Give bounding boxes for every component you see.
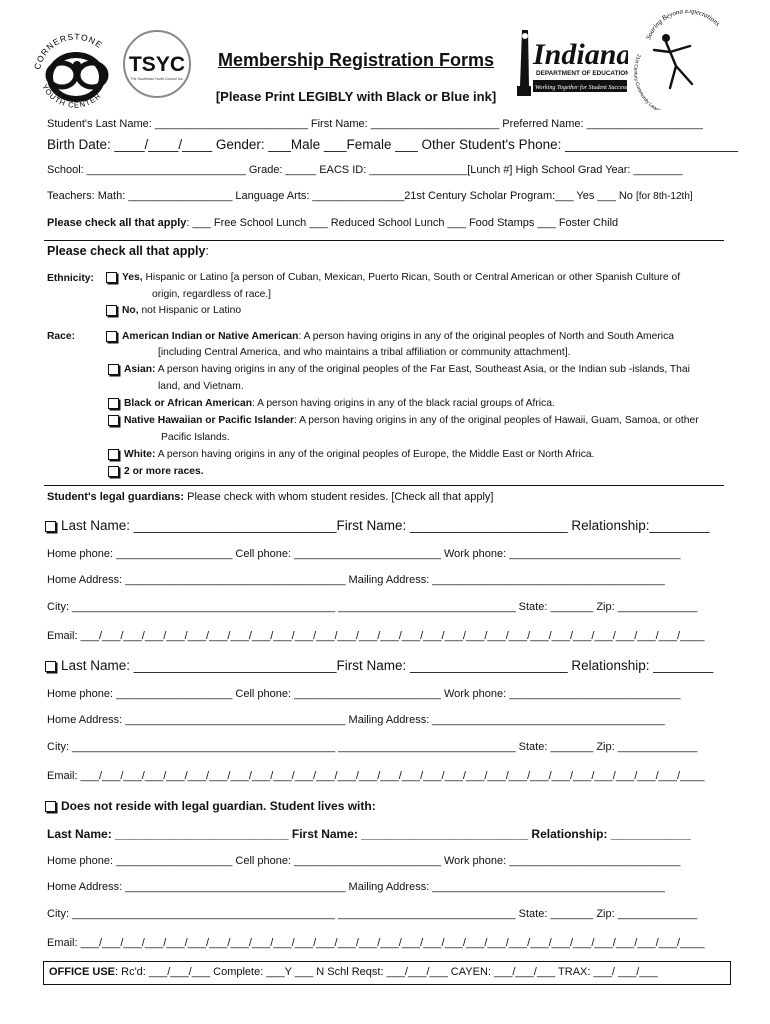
checkbox-icon[interactable]: [108, 398, 119, 409]
indiana-name: Indiana: [533, 38, 628, 71]
indiana-tagline: Working Together for Student Success: [535, 85, 628, 91]
tsyc-subtitle: The Southeast Youth Council Inc.: [130, 77, 184, 81]
student-teachers-line[interactable]: [47, 190, 693, 202]
option-description: : A person having origins in any of the black racial groups of Africa.: [252, 398, 555, 410]
clc-motto: Soaring Beyond Expectations: [644, 10, 722, 41]
office-use-box: [43, 961, 731, 985]
guardian-2-name-line[interactable]: [45, 658, 713, 673]
option-name: Asian:: [124, 364, 156, 376]
guardian-1-phones[interactable]: Home phone: ___________________ Cell phone: ________________________ Work phone: ____________________________: [47, 548, 681, 560]
checkbox-icon[interactable]: [45, 661, 56, 672]
tsyc-mark: TSYC: [128, 53, 186, 76]
guardians-intro-text: Please check with whom student resides. [Check all that apply]: [184, 491, 494, 503]
non-guardian-phones[interactable]: Home phone: ___________________ Cell phone: ________________________ Work phone: ____________________________: [47, 855, 681, 867]
race-option-asian[interactable]: [108, 364, 690, 375]
guardian-2-phones[interactable]: Home phone: ___________________ Cell phone: ________________________ Work phone: ____________________________: [47, 688, 681, 700]
office-use-fields: : Rc'd: ___/___/___ Complete: ___Y ___ N Schl Reqst: ___/___/___ CAYEN: ___/___/___ TRAX: ___/ ___/___: [115, 966, 658, 978]
teachers-fields: Teachers: Math: _________________ Language Arts: _______________21st Century Scholar Program:___ Yes ___ No: [47, 190, 633, 202]
guardian-2-address[interactable]: Home Address: ____________________________________ Mailing Address: ______________________________________: [47, 714, 665, 726]
option-description: : A person having origins in any of the original peoples of North and South America: [298, 331, 674, 343]
page-title: Membership Registration Forms: [217, 50, 495, 70]
non-guardian-email[interactable]: Email: ___/___/___/___/___/___/___/___/___/___/___/___/___/___/___/___/___/___/___/___/___/___/___/___/___/___/___/___/____: [47, 937, 705, 949]
option-continuation: [including Central America, and who maintains a tribal affiliation or community attachment].: [158, 347, 571, 358]
checkbox-icon[interactable]: [108, 415, 119, 426]
non-guardian-heading[interactable]: [45, 799, 376, 813]
demographics-heading-colon: :: [205, 244, 209, 258]
guardians-intro-label: Student's legal guardians:: [47, 491, 185, 503]
guardian-name-fields: Last Name: ___________________________First Name: _____________________ Relationship: ________: [61, 658, 714, 673]
student-birth-gender-line[interactable]: Birth Date: ____/____/____ Gender: ___Male ___Female ___ Other Student's Phone: _______________________: [47, 137, 738, 152]
office-use-label: OFFICE USE: [49, 966, 116, 978]
student-assistance-line[interactable]: [47, 217, 618, 229]
guardian-name-fields: Last Name: ___________________________First Name: _____________________ Relationship:________: [61, 518, 710, 533]
option-continuation: Pacific Islands.: [161, 432, 230, 443]
checkbox-icon[interactable]: [106, 331, 117, 342]
checkbox-icon[interactable]: [45, 521, 56, 532]
guardian-1-city[interactable]: City: ___________________________________________ _____________________________ State: _______ Zip: _____________: [47, 601, 698, 613]
option-name: American Indian or Native American: [122, 331, 299, 343]
race-option-american-indian[interactable]: [106, 331, 674, 342]
guardian-1-address[interactable]: Home Address: ____________________________________ Mailing Address: ______________________________________: [47, 574, 665, 586]
option-name: No,: [122, 305, 139, 317]
non-guardian-address[interactable]: Home Address: ____________________________________ Mailing Address: ______________________________________: [47, 881, 665, 893]
option-name: White:: [124, 449, 156, 461]
non-guardian-heading-text: Does not reside with legal guardian. Student lives with:: [61, 799, 376, 813]
checkbox-icon[interactable]: [108, 364, 119, 375]
option-description: A person having origins in any of the original peoples of Europe, the Middle East or North Africa.: [155, 449, 595, 461]
race-option-white[interactable]: [108, 449, 595, 460]
checkbox-icon[interactable]: [108, 466, 119, 477]
checkbox-icon[interactable]: [106, 272, 117, 283]
checkbox-icon[interactable]: [45, 801, 56, 812]
option-name: Black or African American: [124, 398, 252, 410]
assistance-label: Please check all that apply: [47, 217, 187, 229]
guardian-2-email[interactable]: Email: ___/___/___/___/___/___/___/___/___/___/___/___/___/___/___/___/___/___/___/___/___/___/___/___/___/___/___/___/____: [47, 770, 705, 782]
student-name-line[interactable]: Student's Last Name: _________________________ First Name: _____________________ Preferred Name: ___________________: [47, 118, 703, 130]
page-subtitle: [Please Print LEGIBLY with Black or Blue ink]: [215, 89, 497, 104]
guardian-1-email[interactable]: Email: ___/___/___/___/___/___/___/___/___/___/___/___/___/___/___/___/___/___/___/___/___/___/___/___/___/___/___/___/____: [47, 630, 705, 642]
race-option-multiple[interactable]: [108, 466, 204, 477]
ethnicity-option-hispanic[interactable]: [106, 272, 680, 283]
race-option-pacific-islander[interactable]: [108, 415, 699, 426]
option-continuation: origin, regardless of race.]: [152, 289, 272, 300]
cornerstone-subname: YOUTH CENTER: [40, 82, 103, 110]
scholar-note: [for 8th-12th]: [635, 191, 693, 202]
student-school-line[interactable]: School: __________________________ Grade: _____ EACS ID: ________________[Lunch #] High School Grad Year: ________: [47, 164, 683, 176]
option-description: not Hispanic or Latino: [138, 305, 242, 317]
indiana-department: DEPARTMENT OF EDUCATION: [536, 70, 628, 77]
race-label: Race:: [47, 331, 76, 342]
option-name: 2 or more races.: [124, 466, 204, 478]
section-divider: [44, 485, 724, 486]
guardians-intro: [47, 491, 493, 503]
checkbox-icon[interactable]: [106, 305, 117, 316]
option-description: : A person having origins in any of the original peoples of Hawaii, Guam, Samoa, or other: [293, 415, 699, 427]
clc-name: 21st Century Community Lear: [632, 53, 659, 110]
non-guardian-name-line[interactable]: Last Name: __________________________ First Name: _________________________ Relationship: ____________: [47, 827, 691, 841]
non-guardian-city[interactable]: City: ___________________________________________ _____________________________ State: _______ Zip: _____________: [47, 908, 698, 920]
svg-text:Soaring Beyond Expectations: [644, 10, 721, 41]
cornerstone-name: CORNERSTONE: [32, 31, 105, 71]
option-name: Native Hawaiian or Pacific Islander: [124, 415, 294, 427]
office-use-line[interactable]: [49, 966, 658, 978]
assistance-options: : ___ Free School Lunch ___ Reduced School Lunch ___ Food Stamps ___ Foster Child: [186, 217, 619, 229]
section-divider: [44, 240, 724, 241]
guardian-2-city[interactable]: City: ___________________________________________ _____________________________ State: _______ Zip: _____________: [47, 741, 698, 753]
option-continuation: land, and Vietnam.: [158, 381, 244, 392]
ethnicity-option-not-hispanic[interactable]: [106, 305, 241, 316]
ethnicity-label: Ethnicity:: [47, 273, 94, 284]
option-description: Hispanic or Latino [a person of Cuban, Mexican, Puerto Rican, South or Central American or other Spanish Culture of: [142, 272, 681, 284]
guardian-1-name-line[interactable]: [45, 518, 710, 533]
demographics-heading-text: Please check all that apply: [47, 244, 206, 258]
option-description: A person having origins in any of the original peoples of the Far East, Southeast Asia, or the Indian sub -islands, Thai: [155, 364, 690, 376]
option-name: Yes,: [122, 272, 143, 284]
demographics-heading: [47, 244, 209, 258]
checkbox-icon[interactable]: [108, 449, 119, 460]
race-option-black[interactable]: [108, 398, 555, 409]
